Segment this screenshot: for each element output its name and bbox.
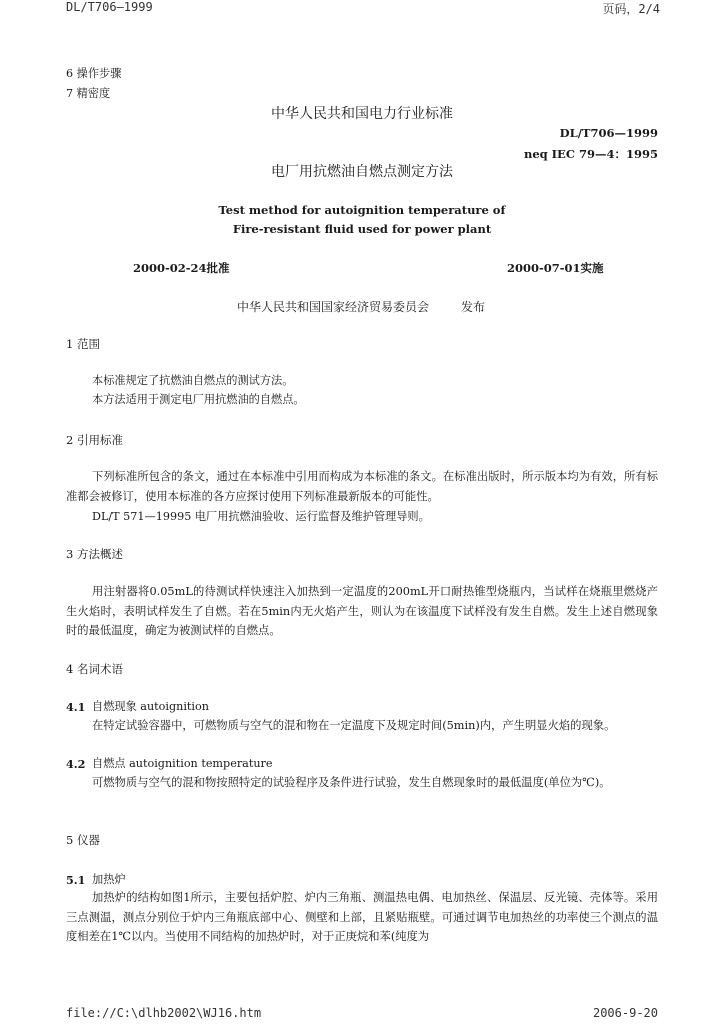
term-definition-autoignition-temperature: 可燃物质与空气的混和物按照特定的试验程序及条件进行试验，发生自燃现象时的最低温度(单位为℃)。 xyxy=(92,776,611,789)
subsection-title-heating-furnace: 加热炉 xyxy=(92,873,126,886)
header-page-number: 页码，2/4 xyxy=(602,2,660,16)
toc-item-7[interactable]: 7 精密度 xyxy=(66,87,111,100)
scope-paragraph-2: 本方法适用于测定电厂用抗燃油的自燃点。 xyxy=(92,393,305,406)
standard-category-title: 中华人民共和国电力行业标准 xyxy=(271,106,453,122)
english-title-line-1: Test method for autoignition temperature of xyxy=(218,203,506,217)
term-name-autoignition-temperature: 自燃点 autoignition temperature xyxy=(92,757,273,770)
header-doc-code: DL/T706—1999 xyxy=(66,0,153,14)
footer-date: 2006-9-20 xyxy=(592,1006,658,1020)
standard-equivalence: neq IEC 79—4：1995 xyxy=(523,147,658,161)
references-paragraph: 下列标准所包含的条文，通过在本标准中引用而构成为本标准的条文。在标准出版时，所示版本均为有效，所有标准都会被修订，使用本标准的各方应探讨使用下列标准最新版本的可能性。 xyxy=(66,470,658,503)
scope-paragraph-1: 本标准规定了抗燃油自燃点的测试方法。 xyxy=(92,374,294,387)
term-name-autoignition: 自燃现象 autoignition xyxy=(92,700,209,713)
section-heading-terms: 4 名词术语 xyxy=(66,662,123,676)
issuing-authority: 中华人民共和国国家经济贸易委员会 xyxy=(237,300,430,314)
heating-furnace-paragraph: 加热炉的结构如图1所示，主要包括炉腔、炉内三角瓶、测温热电偶、电加热丝、保温层、反光镜、壳体等。采用三点测温，测点分别位于炉内三角瓶底部中心、侧壁和上部，且紧贴瓶壁。可通过调节电加热丝的功率使三个测点的温度相差在1℃以内。当使用不同结构的加热炉时，对于正庚烷和苯(纯度为 xyxy=(66,891,658,943)
method-summary-paragraph: 用注射器将0.05mL的待测试样快速注入加热到一定温度的200mL开口耐热锥型烧瓶内，当试样在烧瓶里燃烧产生火焰时，表明试样发生了自燃。若在5min内无火焰产生，则认为在该温度下试样没有发生自燃。发生上述自燃现象时的最低温度，确定为被测试样的自燃点。 xyxy=(66,585,658,637)
subsection-number-5-1: 5.1 xyxy=(66,873,86,887)
term-number-4-2: 4.2 xyxy=(66,757,86,771)
approval-date: 2000-02-24批准 xyxy=(133,261,230,275)
english-title-line-2: Fire-resistant fluid used for power plant xyxy=(232,222,492,236)
reference-item: DL/T 571—19995 电厂用抗燃油验收、运行监督及维护管理导则。 xyxy=(92,510,430,523)
toc-item-6[interactable]: 6 操作步骤 xyxy=(66,67,122,80)
standard-title: 电厂用抗燃油自燃点测定方法 xyxy=(271,164,453,180)
issue-label: 发布 xyxy=(461,300,486,314)
section-heading-scope: 1 范围 xyxy=(66,337,100,351)
standard-number: DL/T706—1999 xyxy=(559,126,658,140)
footer-file-path[interactable]: file://C:\dlhb2002\WJ16.htm xyxy=(66,1006,262,1020)
section-heading-method-summary: 3 方法概述 xyxy=(66,547,123,561)
section-heading-apparatus: 5 仪器 xyxy=(66,833,100,847)
section-heading-references: 2 引用标准 xyxy=(66,433,123,447)
term-number-4-1: 4.1 xyxy=(66,700,86,714)
implementation-date: 2000-07-01实施 xyxy=(507,261,604,275)
term-definition-autoignition: 在特定试验容器中，可燃物质与空气的混和物在一定温度下及规定时间(5min)内，产生明显火焰的现象。 xyxy=(92,719,616,732)
